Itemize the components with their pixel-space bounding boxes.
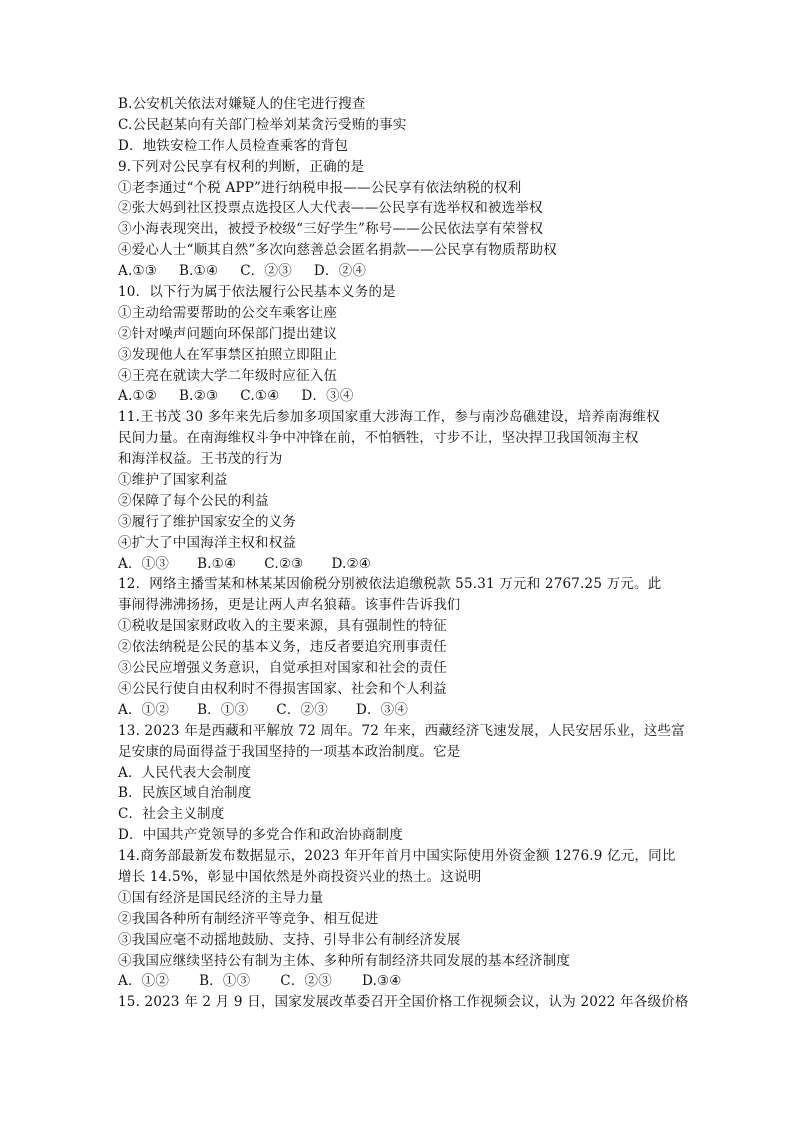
q10-options bbox=[118, 386, 678, 407]
q11-option-c: C.②③ bbox=[264, 555, 304, 572]
q14-option-a: A．①② bbox=[118, 973, 170, 990]
q11-item-1: ①维护了国家利益 bbox=[118, 472, 228, 489]
exam-page bbox=[118, 94, 689, 1013]
q13-choice-b: B．民族区域自治制度 bbox=[118, 785, 252, 802]
q12-stem-line-1: 12．网络主播雪某和林某某因偷税分别被依法追缴税款 55.31 万元和 2767.25 万元。此 bbox=[118, 576, 662, 593]
q13-choice-c: C．社会主义制度 bbox=[118, 806, 225, 823]
q8-choice-b: B.公安机关依法对嫌疑人的住宅进行搜查 bbox=[118, 96, 366, 112]
q9-stem: 9.下列对公民享有权利的判断，正确的是 bbox=[118, 158, 365, 175]
q14-item-3: ③我国应毫不动摇地鼓励、支持、引导非公有制经济发展 bbox=[118, 931, 461, 948]
q10-option-d: D．③④ bbox=[301, 388, 354, 405]
q11-item-4: ④扩大了中国海洋主权和权益 bbox=[118, 534, 297, 551]
q14-option-c: C．②③ bbox=[280, 973, 332, 990]
q10-item-1: ①主动给需要帮助的公交车乘客让座 bbox=[118, 304, 338, 321]
q14-options bbox=[118, 971, 678, 992]
q13-stem-line-1: 13. 2023 年是西藏和平解放 72 周年。72 年来，西藏经济飞速发展，人民安居乐业，这些富 bbox=[118, 722, 685, 739]
q10-stem: 10．以下行为属于依法履行公民基本义务的是 bbox=[118, 284, 396, 301]
q10-option-b: B.②③ bbox=[179, 388, 219, 405]
q11-stem-line-2: 民间力量。在南海维权斗争中冲锋在前，不怕牺牲，寸步不让，坚决捍卫我国领海主权 bbox=[118, 430, 639, 447]
q14-option-b: B．①③ bbox=[199, 973, 251, 990]
q14-item-4: ④我国应继续坚持公有制为主体、多种所有制经济共同发展的基本经济制度 bbox=[118, 952, 571, 969]
q11-option-b: B.①④ bbox=[197, 555, 237, 572]
q13-choice-d: D．中国共产党领导的多党合作和政治协商制度 bbox=[118, 827, 404, 844]
q10-item-3: ③发现他人在军事禁区拍照立即阻止 bbox=[118, 346, 338, 363]
q9-item-1: ①老李通过“个税 APP”进行纳税申报——公民享有依法纳税的权利 bbox=[118, 179, 522, 196]
q12-item-1: ①税收是国家财政收入的主要来源，具有强制性的特征 bbox=[118, 618, 447, 635]
q9-option-d: D．②④ bbox=[313, 263, 367, 280]
q12-item-3: ③公民应增强义务意识，自觉承担对国家和社会的责任 bbox=[118, 660, 447, 677]
q14-stem-line-1: 14.商务部最新发布数据显示，2023 年开年首月中国实际使用外资金额 1276.9 亿元，同比 bbox=[118, 848, 676, 865]
q11-options bbox=[118, 554, 678, 575]
q15-stem-line-1: 15. 2023 年 2 月 9 日，国家发展改革委召开全国价格工作视频会议，认为 2022 年各级价格 bbox=[118, 994, 689, 1011]
q12-item-2: ②依法纳税是公民的基本义务，违反者要追究刑事责任 bbox=[118, 639, 447, 656]
q11-option-d: D.②④ bbox=[331, 555, 372, 572]
q12-options bbox=[118, 700, 678, 721]
q9-item-4: ④爱心人士“顺其自然”多次向慈善总会匿名捐款——公民享有物质帮助权 bbox=[118, 242, 557, 259]
q9-option-b: B.①④ bbox=[179, 263, 219, 280]
q14-item-2: ②我国各种所有制经济平等竞争、相互促进 bbox=[118, 910, 379, 927]
q14-item-1: ①国有经济是国民经济的主导力量 bbox=[118, 889, 324, 906]
q12-option-d: D．③④ bbox=[355, 701, 409, 718]
q9-option-a: A.①③ bbox=[118, 263, 158, 280]
q11-stem-line-3: 和海洋权益。王书茂的行为 bbox=[118, 451, 283, 468]
q11-stem-line-1: 11.王书茂 30 多年来先后参加多项国家重大涉海工作，参与南沙岛礁建设，培养南海维权 bbox=[118, 409, 660, 426]
q12-option-b: B．①③ bbox=[197, 701, 249, 718]
q11-item-2: ②保障了每个公民的利益 bbox=[118, 492, 269, 509]
q10-item-2: ②针对噪声问题向环保部门提出建议 bbox=[118, 325, 338, 342]
q13-choice-a: A．人民代表大会制度 bbox=[118, 764, 252, 781]
q9-item-3: ③小海表现突出，被授予校级“三好学生”称号——公民依法享有荣誉权 bbox=[118, 221, 544, 238]
q9-option-c: C．②③ bbox=[240, 263, 292, 280]
q9-item-2: ②张大妈到社区投票点选投区人大代表——公民享有选举权和被选举权 bbox=[118, 200, 543, 217]
q11-option-a: A．①③ bbox=[118, 555, 170, 572]
q10-option-c: C.①④ bbox=[240, 388, 280, 405]
q13-stem-line-2: 足安康的局面得益于我国坚持的一项基本政治制度。它是 bbox=[118, 743, 461, 760]
q11-item-3: ③履行了维护国家安全的义务 bbox=[118, 513, 297, 530]
q8-choice-d: D．地铁安检工作人员检查乘客的背包 bbox=[118, 137, 349, 154]
q12-option-a: A．①② bbox=[118, 701, 170, 718]
q12-stem-line-2: 事闹得沸沸扬扬，更是让两人声名狼藉。该事件告诉我们 bbox=[118, 597, 461, 614]
q8-choice-c: C.公民赵某向有关部门检举刘某贪污受贿的事实 bbox=[118, 116, 407, 133]
q10-option-a: A.①② bbox=[118, 388, 158, 405]
q12-option-c: C．②③ bbox=[276, 701, 328, 718]
q12-item-4: ④公民行使自由权利时不得损害国家、社会和个人利益 bbox=[118, 680, 447, 697]
q14-option-d: D.③④ bbox=[361, 973, 402, 990]
q10-item-4: ④王亮在就读大学二年级时应征入伍 bbox=[118, 367, 338, 384]
q9-options bbox=[118, 261, 678, 282]
q14-stem-line-2: 增长 14.5%，彰显中国依然是外商投资兴业的热土。这说明 bbox=[118, 868, 482, 885]
